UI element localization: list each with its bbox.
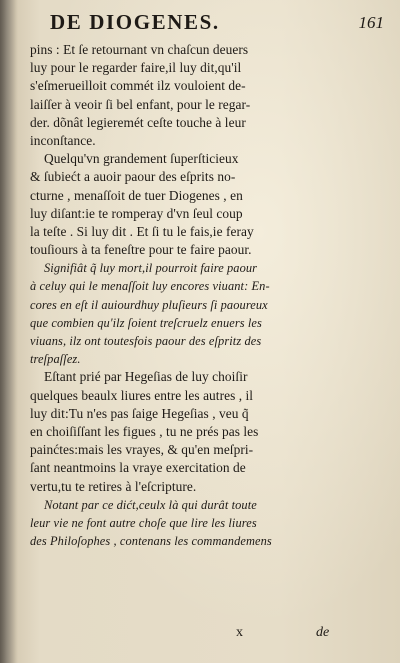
text-line: luy pour le regarder faire,il luy dit,qu'il (30, 60, 242, 76)
commentary-line: que combien qu'ilz ſoient treſcruelz enuers les (30, 315, 262, 330)
text-line: & ſubiećt a auoir paour des eſprits no- (30, 169, 236, 185)
commentary-line: Notant par ce dićt,ceulx là qui durât toute (44, 497, 257, 512)
running-head (22, 10, 384, 36)
text-line: painćtes:mais les vrayes, & qu'en meſpri- (30, 442, 254, 458)
commentary-line: treſpaſſez. (30, 352, 81, 367)
commentary-line: viuans, ilz ont toutesfois paour des eſpritz des (30, 334, 262, 348)
text-line: inconſtance. (30, 132, 96, 148)
paragraph-start-line: Eſtant prié par Hegeſias de luy choiſir (44, 369, 248, 385)
commentary-line: leur vie ne font autre choſe que lire les liures (30, 515, 257, 530)
signature-mark: x (236, 625, 243, 640)
text-line: s'eſmerueilloit commét ilz vouloient de- (30, 78, 246, 94)
text-line: luy dit:Tu n'es pas ſaige Hegeſias , veu q̃ (30, 405, 249, 421)
page-footer (30, 625, 380, 645)
commentary-line: à celuy qui le menaſſoit luy encores viuant: En- (30, 279, 270, 294)
text-line: touſiours à ta feneſtre pour te faire paour. (30, 242, 252, 258)
text-block (30, 41, 380, 550)
commentary-line: cores en eſt il auiourdhuy pluſieurs ſi paoureux (30, 297, 268, 312)
text-line: luy diſant:ie te romperay d'vn ſeul coup (30, 205, 243, 221)
text-line: la teſte . Si luy dit . Et ſi tu le fais,ie feray (30, 223, 254, 239)
text-line: vertu,tu te retires à l'eſcripture. (30, 478, 197, 494)
commentary-line: Signifiât q̃ luy mort,il pourroit faire paour (44, 261, 258, 276)
gutter-shadow (0, 0, 18, 663)
text-line: ſant neantmoins la vraye exercitation de (30, 460, 246, 476)
commentary-line: des Philoſophes , contenans les commandemens (30, 534, 272, 549)
running-title: DE DIOGENES. (50, 10, 220, 34)
text-line: pins : Et ſe retournant vn chaſcun deuers (30, 42, 249, 57)
text-line: quelques beaulx liures entre les autres , il (30, 387, 254, 403)
text-line: der. dõnât legieremét ceſte touche à leur (30, 114, 246, 130)
page-number: 161 (358, 13, 384, 32)
paragraph-start-line: Quelqu'vn grandement ſuperſticieux (44, 151, 239, 167)
text-line: cturne , menaſſoit de tuer Diogenes , en (30, 187, 243, 203)
catchword: de (316, 625, 330, 640)
text-line: laiſſer à veoir ſi bel enfant, pour le regar- (30, 96, 251, 112)
text-line: en choiſiſſant les figues , tu ne prés pas les (30, 423, 259, 439)
